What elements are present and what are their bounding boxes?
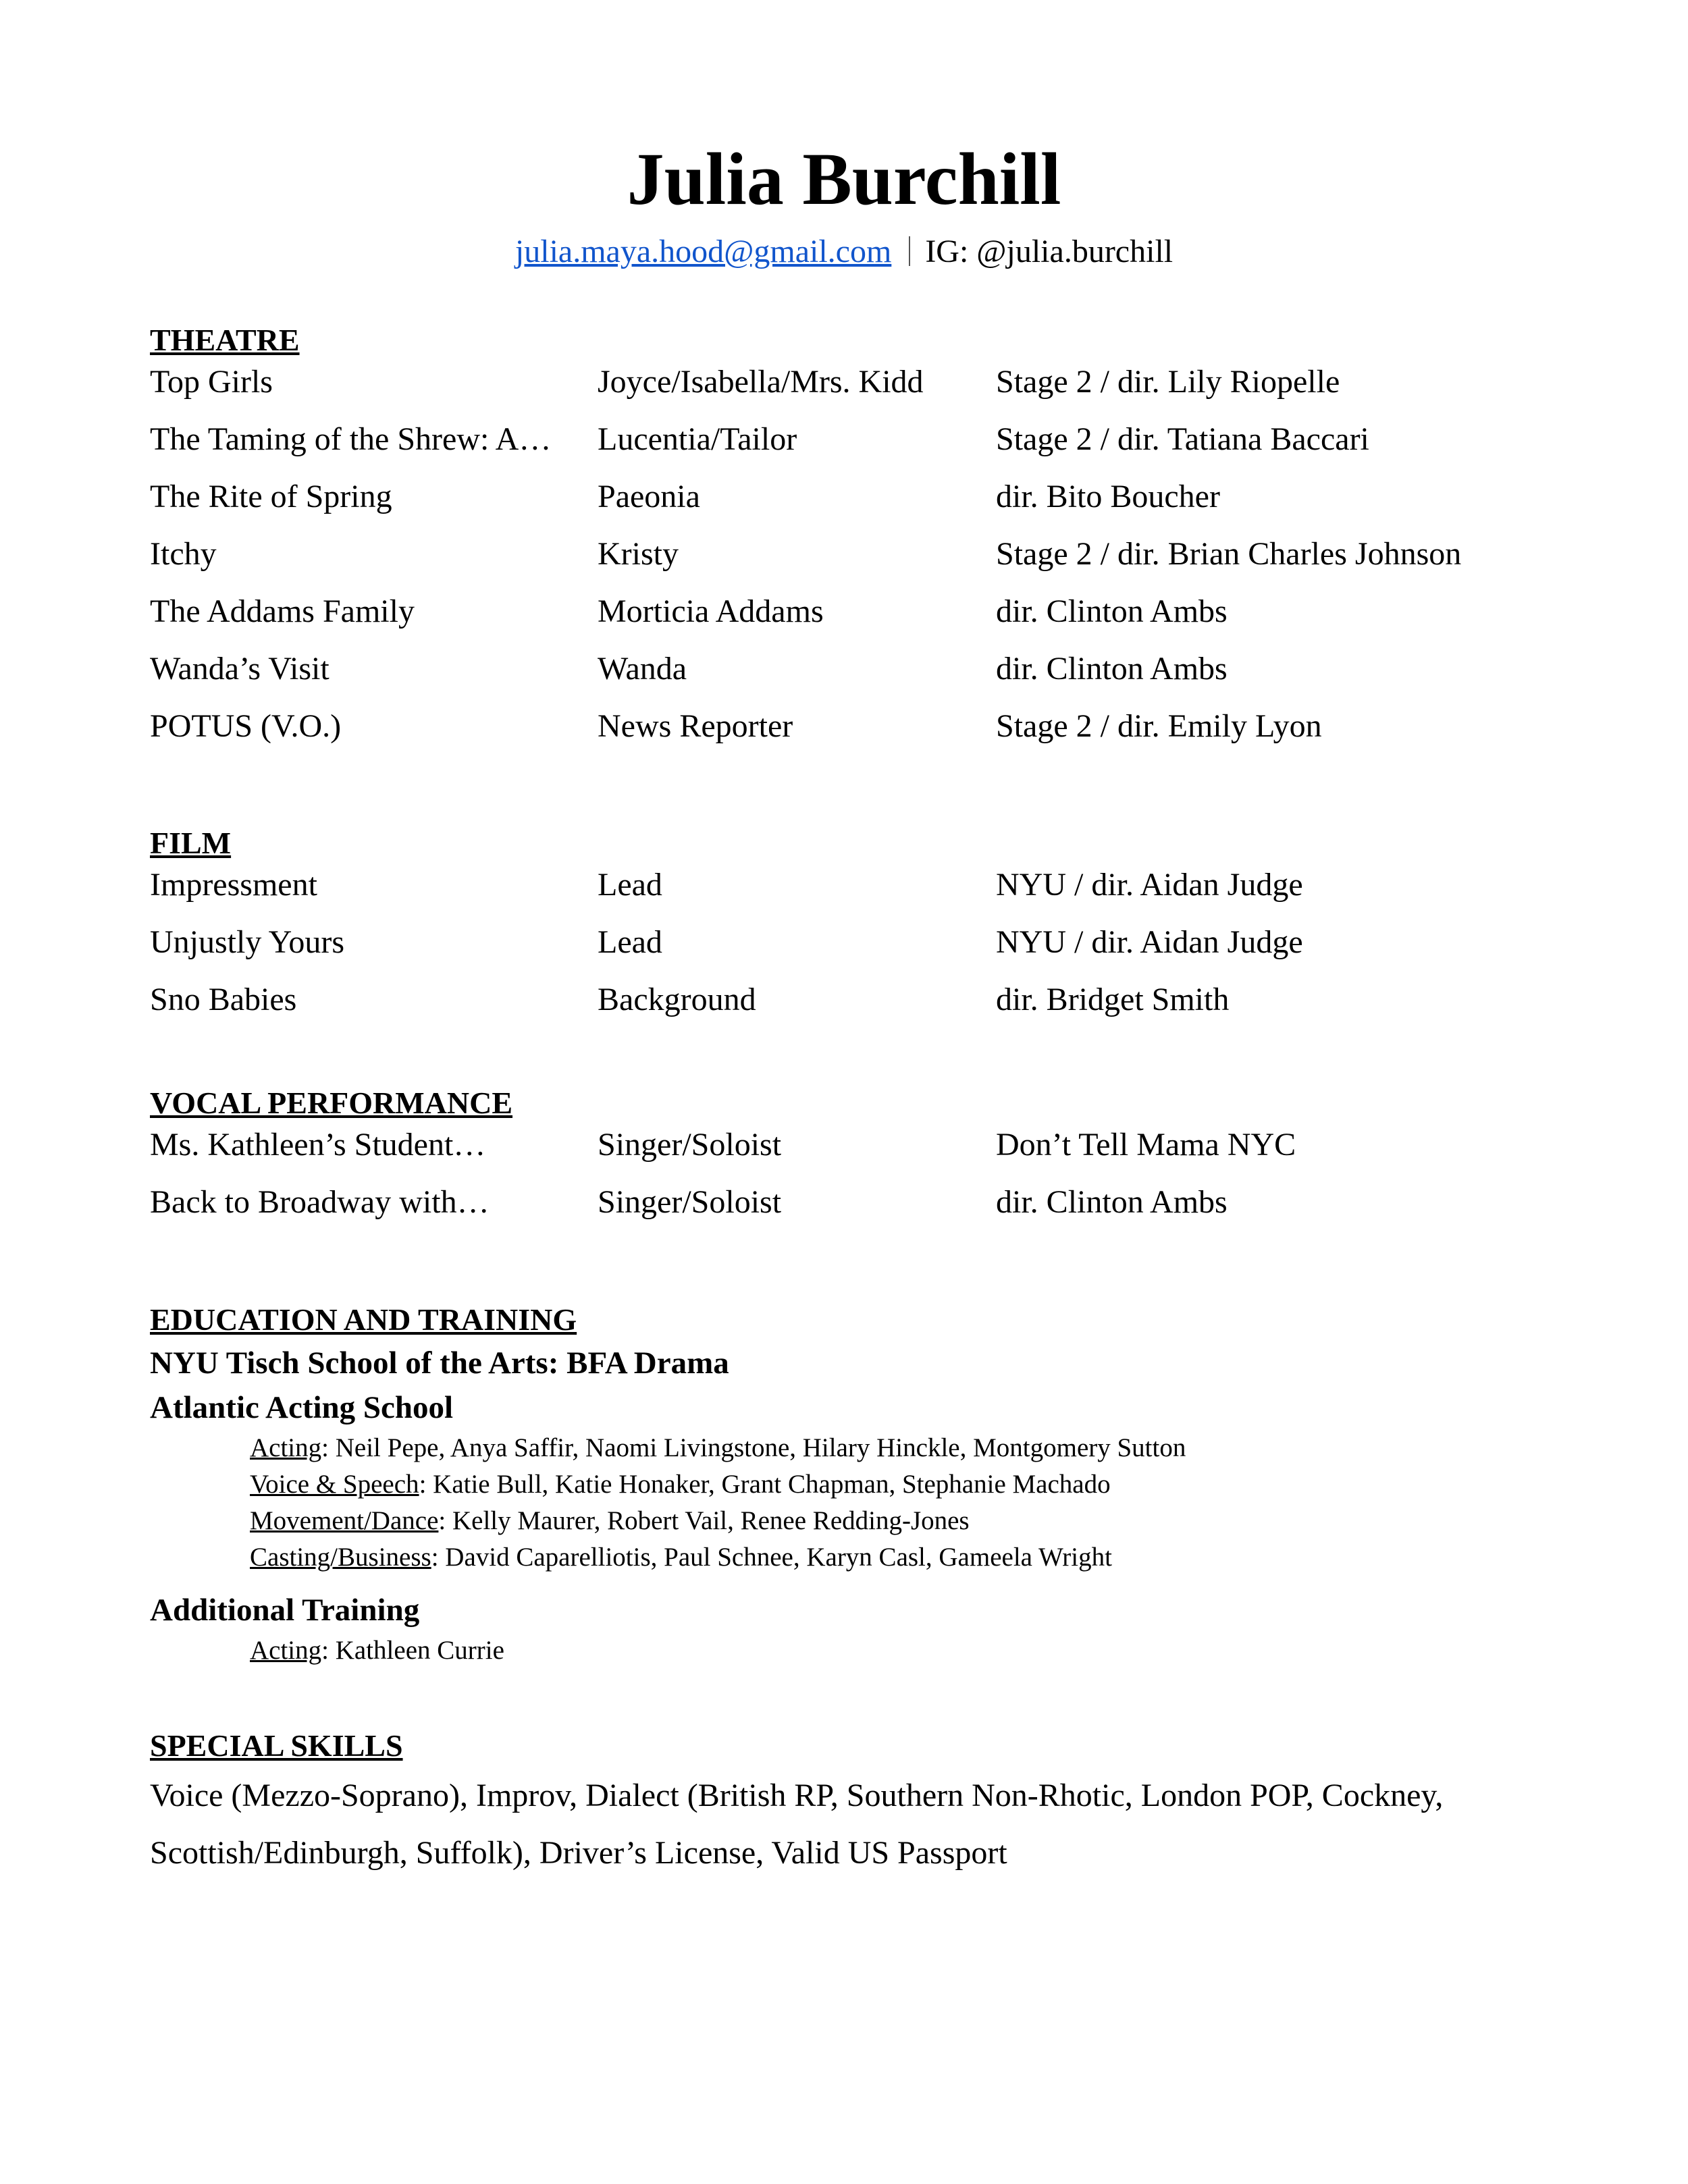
credit-role: Morticia Addams bbox=[598, 593, 824, 629]
credit-company: NYU / dir. Aidan Judge bbox=[996, 924, 1303, 960]
credit-company: dir. Bridget Smith bbox=[996, 982, 1230, 1017]
additional-training-heading: Additional Training bbox=[150, 1593, 420, 1628]
training-label: Voice & Speech bbox=[250, 1470, 419, 1499]
credit-title: Sno Babies bbox=[150, 982, 297, 1017]
credit-title: Wanda’s Visit bbox=[150, 651, 329, 687]
training-line bbox=[250, 1503, 1568, 1539]
credit-role: Lead bbox=[598, 924, 662, 960]
training-label: Acting bbox=[250, 1636, 322, 1665]
credit-company: dir. Clinton Ambs bbox=[996, 651, 1228, 687]
credit-company: Stage 2 / dir. Lily Riopelle bbox=[996, 364, 1340, 400]
credit-title: The Addams Family bbox=[150, 593, 415, 629]
instagram-handle: IG: @julia.burchill bbox=[925, 234, 1173, 269]
credit-role: News Reporter bbox=[598, 708, 793, 744]
credit-role: Kristy bbox=[598, 536, 679, 572]
credit-title: Back to Broadway with… bbox=[150, 1184, 490, 1220]
contact-line bbox=[0, 228, 1688, 275]
theatre-heading: THEATRE bbox=[150, 323, 300, 357]
credit-company: Stage 2 / dir. Brian Charles Johnson bbox=[996, 536, 1462, 572]
skills-text: Voice (Mezzo-Soprano), Improv, Dialect (British RP, Southern Non-Rhotic, London POP, Cockney, Scottish/Edinburgh, Suffolk), Driver’s License, Valid US Passport bbox=[150, 1778, 1444, 1871]
table-row bbox=[150, 419, 1568, 476]
credit-company: dir. Bito Boucher bbox=[996, 479, 1220, 514]
credit-title: Top Girls bbox=[150, 364, 273, 400]
education-heading: EDUCATION AND TRAINING bbox=[150, 1302, 577, 1337]
table-row bbox=[150, 1124, 1568, 1181]
training-label: Acting bbox=[250, 1433, 322, 1462]
credit-title: The Taming of the Shrew: A… bbox=[150, 421, 552, 457]
credit-role: Singer/Soloist bbox=[598, 1127, 782, 1163]
degree: NYU Tisch School of the Arts: BFA Drama bbox=[150, 1346, 729, 1381]
training-names: : Neil Pepe, Anya Saffir, Naomi Livingstone, Hilary Hinckle, Montgomery Sutton bbox=[321, 1433, 1186, 1462]
training-line bbox=[250, 1539, 1568, 1576]
table-row bbox=[150, 1181, 1568, 1239]
table-row bbox=[150, 533, 1568, 591]
credit-title: Ms. Kathleen’s Student… bbox=[150, 1127, 486, 1163]
page-title: Julia Burchill bbox=[627, 138, 1061, 220]
credit-company: dir. Clinton Ambs bbox=[996, 1184, 1228, 1220]
credit-company: Stage 2 / dir. Emily Lyon bbox=[996, 708, 1322, 744]
table-row bbox=[150, 864, 1568, 922]
training-line bbox=[250, 1466, 1568, 1503]
film-heading: FILM bbox=[150, 826, 232, 860]
education-section bbox=[150, 1299, 1568, 1669]
credit-company: Don’t Tell Mama NYC bbox=[996, 1127, 1296, 1163]
training-line bbox=[250, 1430, 1568, 1466]
table-row bbox=[150, 922, 1568, 979]
vocal-section bbox=[150, 1082, 1568, 1239]
school-name: Atlantic Acting School bbox=[150, 1390, 454, 1425]
credit-company: dir. Clinton Ambs bbox=[996, 593, 1228, 629]
film-section bbox=[150, 822, 1568, 1036]
training-names: : David Caparelliotis, Paul Schnee, Karyn Casl, Gameela Wright bbox=[431, 1543, 1112, 1572]
credit-title: Unjustly Yours bbox=[150, 924, 345, 960]
email-link[interactable]: julia.maya.hood@gmail.com bbox=[515, 234, 892, 269]
credit-title: Impressment bbox=[150, 867, 317, 903]
skills-heading: SPECIAL SKILLS bbox=[150, 1728, 403, 1763]
credit-company: NYU / dir. Aidan Judge bbox=[996, 867, 1303, 903]
training-label: Casting/Business bbox=[250, 1543, 431, 1572]
credit-role: Joyce/Isabella/Mrs. Kidd bbox=[598, 364, 924, 400]
theatre-section bbox=[150, 319, 1568, 763]
table-row bbox=[150, 705, 1568, 763]
credit-title: Itchy bbox=[150, 536, 217, 572]
training-names: : Katie Bull, Katie Honaker, Grant Chapman, Stephanie Machado bbox=[419, 1470, 1111, 1499]
credit-title: POTUS (V.O.) bbox=[150, 708, 342, 744]
credit-role: Wanda bbox=[598, 651, 687, 687]
credit-role: Lead bbox=[598, 867, 662, 903]
vocal-heading: VOCAL PERFORMANCE bbox=[150, 1086, 513, 1120]
table-row bbox=[150, 648, 1568, 705]
table-row bbox=[150, 361, 1568, 419]
credit-role: Background bbox=[598, 982, 756, 1017]
credit-company: Stage 2 / dir. Tatiana Baccari bbox=[996, 421, 1369, 457]
credit-role: Paeonia bbox=[598, 479, 700, 514]
training-label: Movement/Dance bbox=[250, 1506, 439, 1535]
credit-role: Singer/Soloist bbox=[598, 1184, 782, 1220]
table-row bbox=[150, 979, 1568, 1036]
credit-role: Lucentia/Tailor bbox=[598, 421, 797, 457]
table-row bbox=[150, 476, 1568, 533]
training-names: : Kelly Maurer, Robert Vail, Renee Redding-Jones bbox=[438, 1506, 970, 1535]
skills-section bbox=[150, 1725, 1568, 1882]
divider bbox=[909, 236, 910, 266]
table-row bbox=[150, 591, 1568, 648]
training-names: : Kathleen Currie bbox=[321, 1636, 504, 1665]
credit-title: The Rite of Spring bbox=[150, 479, 392, 514]
training-line bbox=[250, 1632, 1568, 1669]
